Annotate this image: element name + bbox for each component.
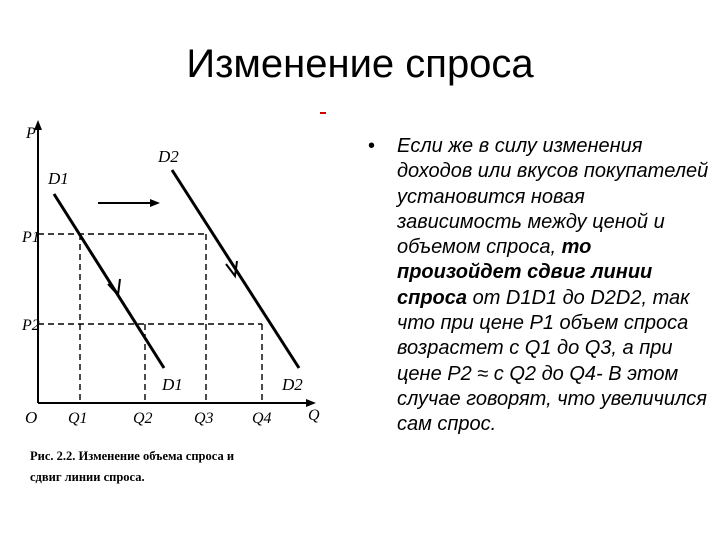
d1-bottom-label: D1 xyxy=(162,375,183,394)
demand-shift-figure xyxy=(22,118,322,498)
red-mark xyxy=(320,112,326,114)
bullet-item xyxy=(368,134,713,438)
d2-top-label: D2 xyxy=(158,147,179,166)
p-axis-label: P xyxy=(26,125,36,142)
shift-arrow-head xyxy=(150,199,160,207)
origin-label: O xyxy=(25,408,38,427)
figure-caption xyxy=(30,446,330,488)
caption-line-1: Рис. 2.2. Изменение объема спроса и xyxy=(30,449,235,463)
q1-label: Q1 xyxy=(68,410,88,427)
bullet-text-part1: Если же в силу изменения доходов или вкусов покупателей установится новая зависимость между ценой и объемом спроса, xyxy=(397,135,709,259)
d1-curve xyxy=(54,194,164,368)
bullet-symbol: • xyxy=(368,135,376,157)
bullet-text-bold: то произойдет сдвиг линии спроса xyxy=(397,236,653,309)
bullet-text xyxy=(397,134,713,438)
p1-label: P1 xyxy=(22,229,40,246)
q3-label: Q3 xyxy=(194,410,214,427)
p2-label: P2 xyxy=(22,317,40,334)
q-axis-arrow xyxy=(306,399,316,407)
d1-top-label: D1 xyxy=(48,169,69,188)
q2-label: Q2 xyxy=(133,410,153,427)
d2-bottom-label: D2 xyxy=(282,375,303,394)
caption-line-2: сдвиг линии спроса. xyxy=(30,470,145,484)
q-axis-label: Q xyxy=(308,407,320,424)
slide-title: Изменение спроса xyxy=(186,42,534,86)
q4-label: Q4 xyxy=(252,410,272,427)
bullet-text-part2: от D1D1 до D2D2, так что при цене P1 объем спроса возрастет с Q1 до Q3, а при цене P2 ≈ с Q2 до Q4- В этом случае говорят, что увеличился сам спрос. xyxy=(397,286,707,436)
